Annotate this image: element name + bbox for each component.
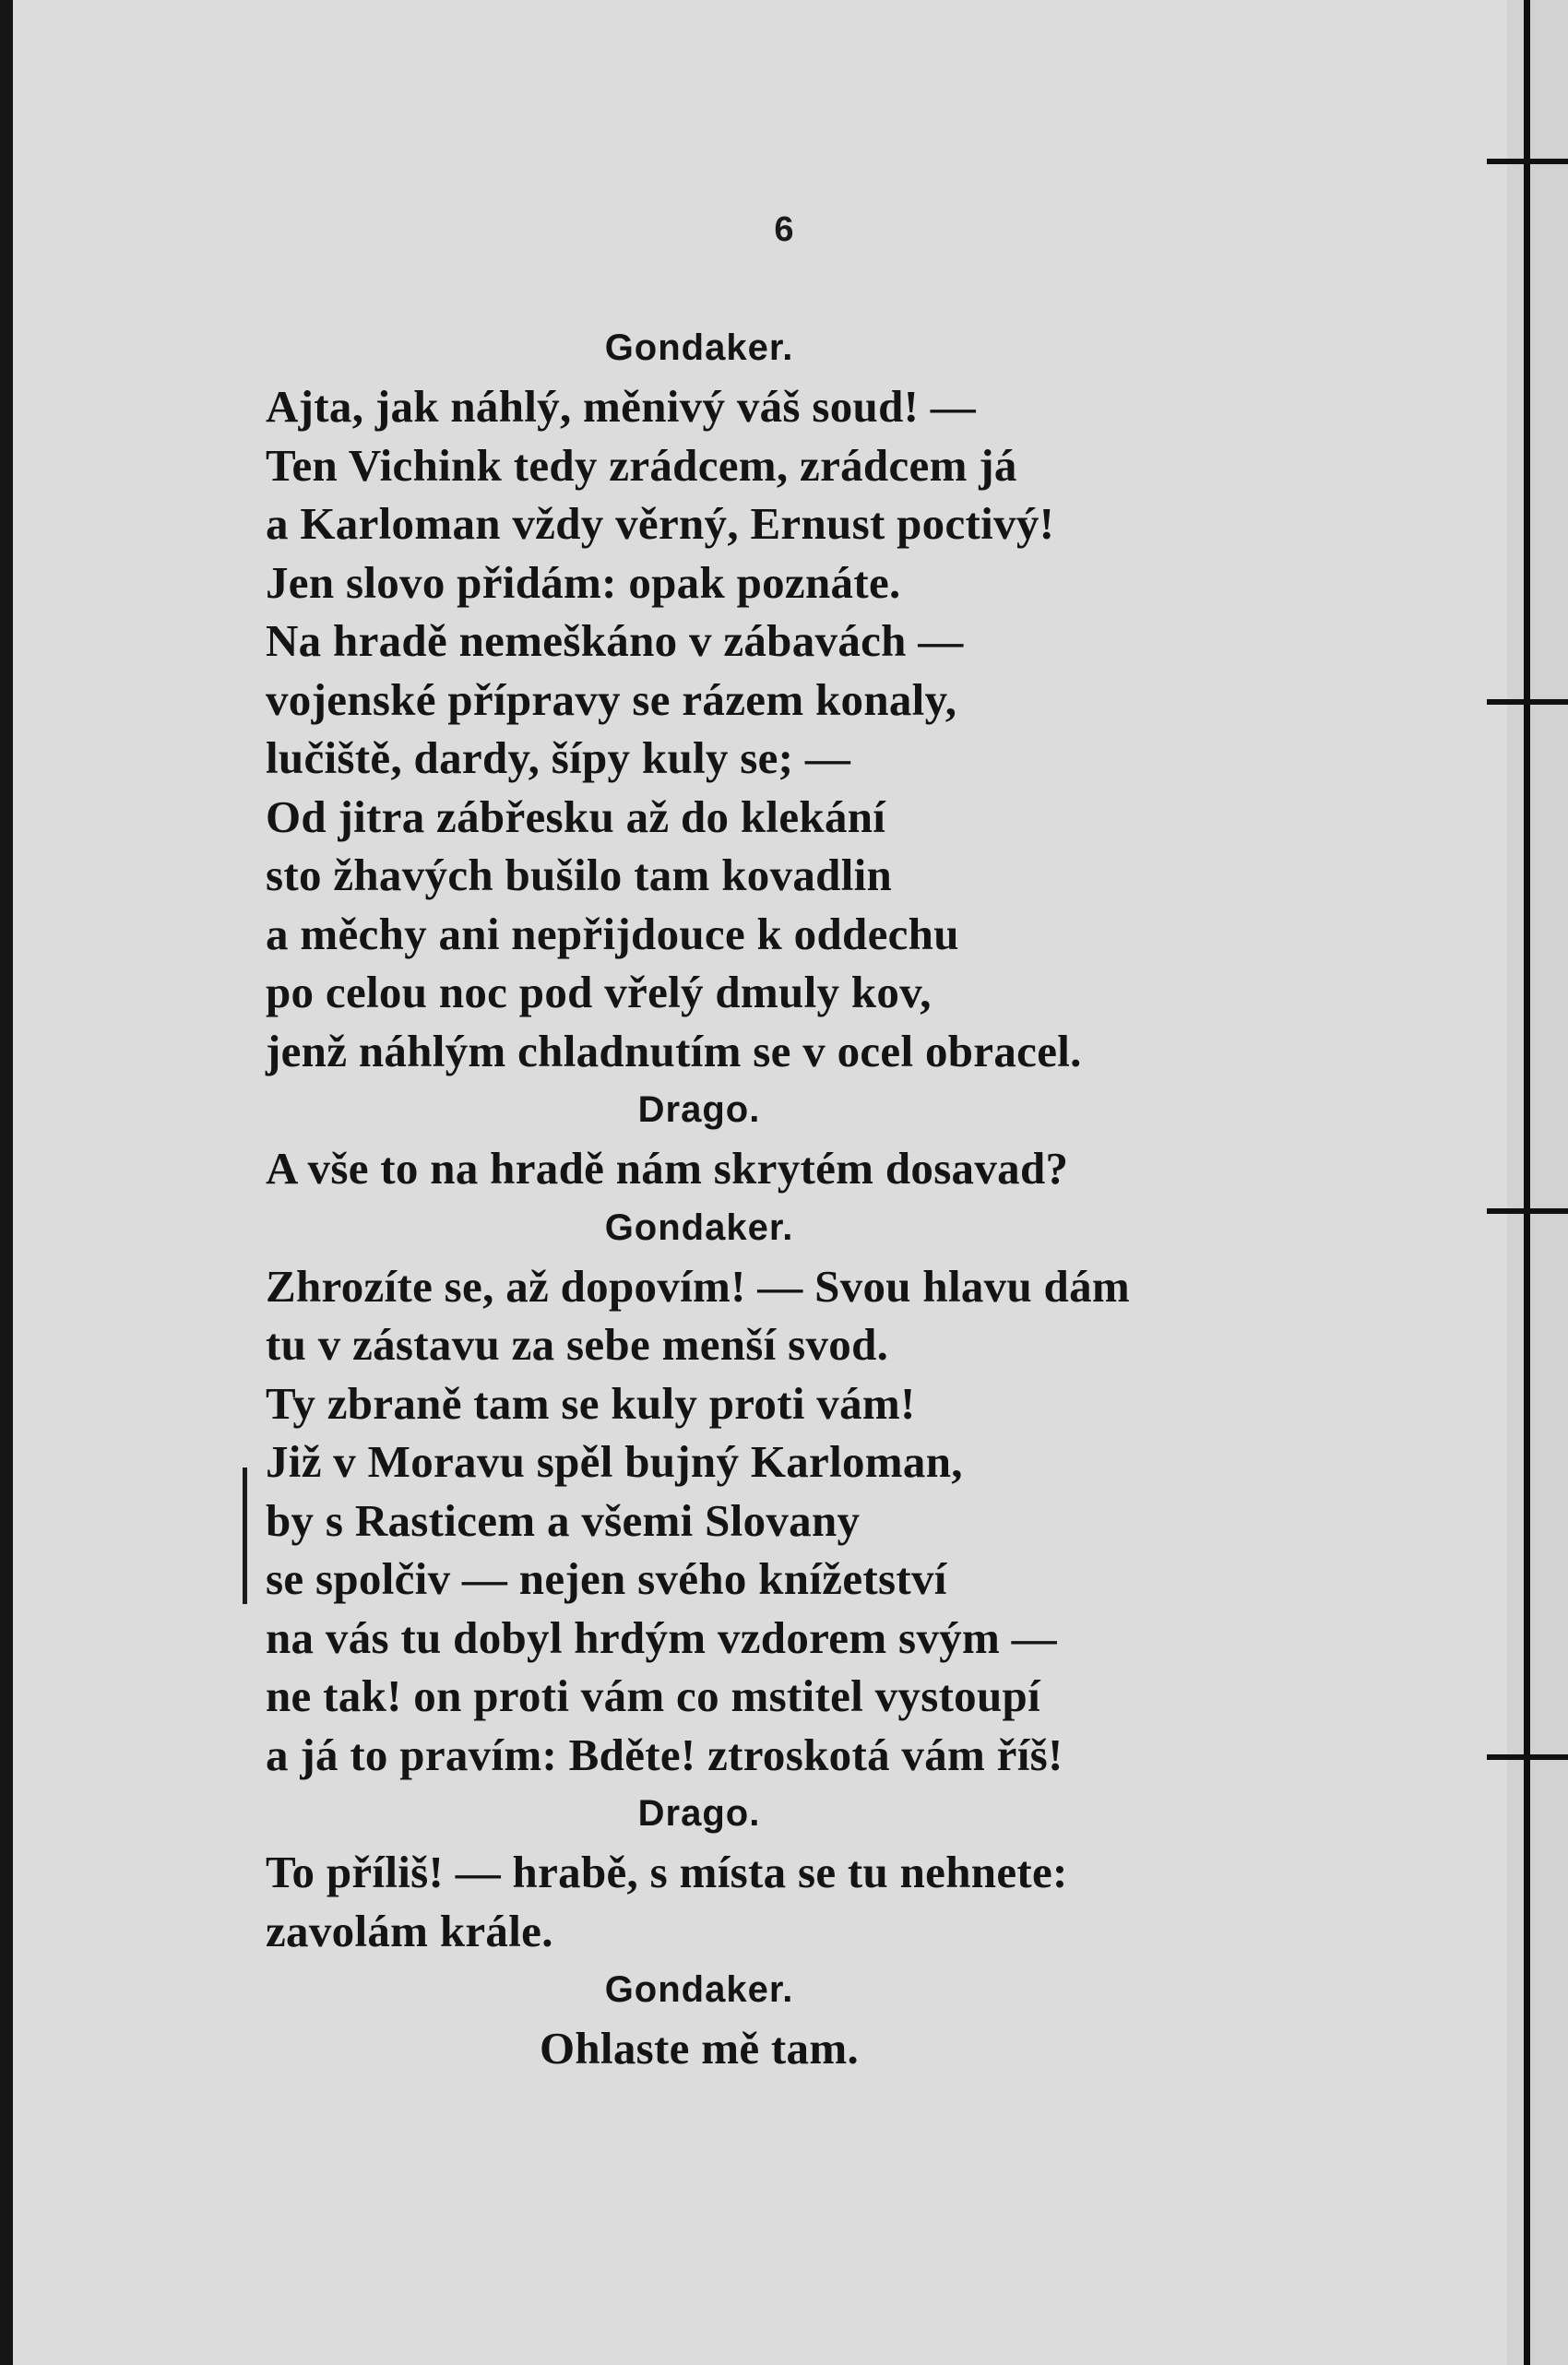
- verse-line: Jen slovo přidám: opak poznáte.: [266, 556, 901, 608]
- verse-line: a já to pravím: Bděte! ztroskotá vám říš!: [266, 1729, 1063, 1780]
- verse-line: Zhrozíte se, až dopovím! — Svou hlavu dám: [266, 1260, 1131, 1312]
- verse-line: a měchy ani nepřijdouce k oddechu: [266, 908, 959, 959]
- speaker-name: Gondaker.: [604, 327, 794, 368]
- verse-line: Od jitra zábřesku až do klekání: [266, 790, 886, 842]
- verse-line: To příliš! — hrabě, s místa se tu nehnete:: [266, 1847, 1068, 1897]
- spine-tick: [1487, 699, 1568, 705]
- verse-line: Na hradě nemeškáno v zábavách —: [266, 615, 964, 666]
- verse-line: a Karloman vždy věrný, Ernust poctivý!: [266, 498, 1055, 549]
- speaker-name: Gondaker.: [604, 1206, 794, 1248]
- speaker-name: Drago.: [637, 1793, 761, 1834]
- verse-line: vojenské přípravy se rázem konaly,: [266, 673, 957, 725]
- spine-tick: [1487, 159, 1568, 164]
- verse-line: Již v Moravu spěl bujný Karloman,: [266, 1436, 963, 1487]
- verse-line: na vás tu dobyl hrdým vzdorem svým —: [266, 1611, 1057, 1663]
- verse-line: Ajta, jak náhlý, měnivý váš soud! —: [266, 381, 977, 432]
- page-number: 6: [774, 210, 794, 249]
- book-spine: [1507, 0, 1568, 2365]
- verse-line: A vše to na hradě nám skrytém dosavad?: [266, 1143, 1069, 1194]
- verse-line: Ty zbraně tam se kuly proti vám!: [266, 1377, 916, 1429]
- verse-line: Ten Vichink tedy zrádcem, zrádcem já: [266, 439, 1017, 491]
- verse-line: ne tak! on proti vám co mstitel vystoupí: [266, 1670, 1040, 1721]
- speaker-name: Drago.: [637, 1089, 761, 1130]
- verse-line: Ohlaste mě tam.: [539, 2023, 860, 2074]
- spine-tick: [1487, 1208, 1568, 1214]
- verse-line: tu v zástavu za sebe menší svod.: [266, 1319, 889, 1370]
- verse-line: sto žhavých bušilo tam kovadlin: [266, 850, 893, 900]
- verse-line: po celou noc pod vřelý dmuly kov,: [266, 967, 932, 1017]
- verse-line: by s Rasticem a všemi Slovany: [266, 1494, 861, 1546]
- spine-rule: [1524, 0, 1530, 2365]
- verse-line: lučiště, dardy, šípy kuly se; —: [266, 732, 851, 783]
- speaker-name: Gondaker.: [604, 1969, 794, 2010]
- play-text: [266, 318, 1289, 2078]
- spine-tick: [1487, 1754, 1568, 1760]
- verse-line: se spolčiv — nejen svého knížetství: [266, 1553, 947, 1604]
- margin-mark: [243, 1468, 247, 1604]
- verse-line: jenž náhlým chladnutím se v ocel obracel.: [266, 1025, 1082, 1076]
- verse-line: zavolám krále.: [266, 1905, 553, 1956]
